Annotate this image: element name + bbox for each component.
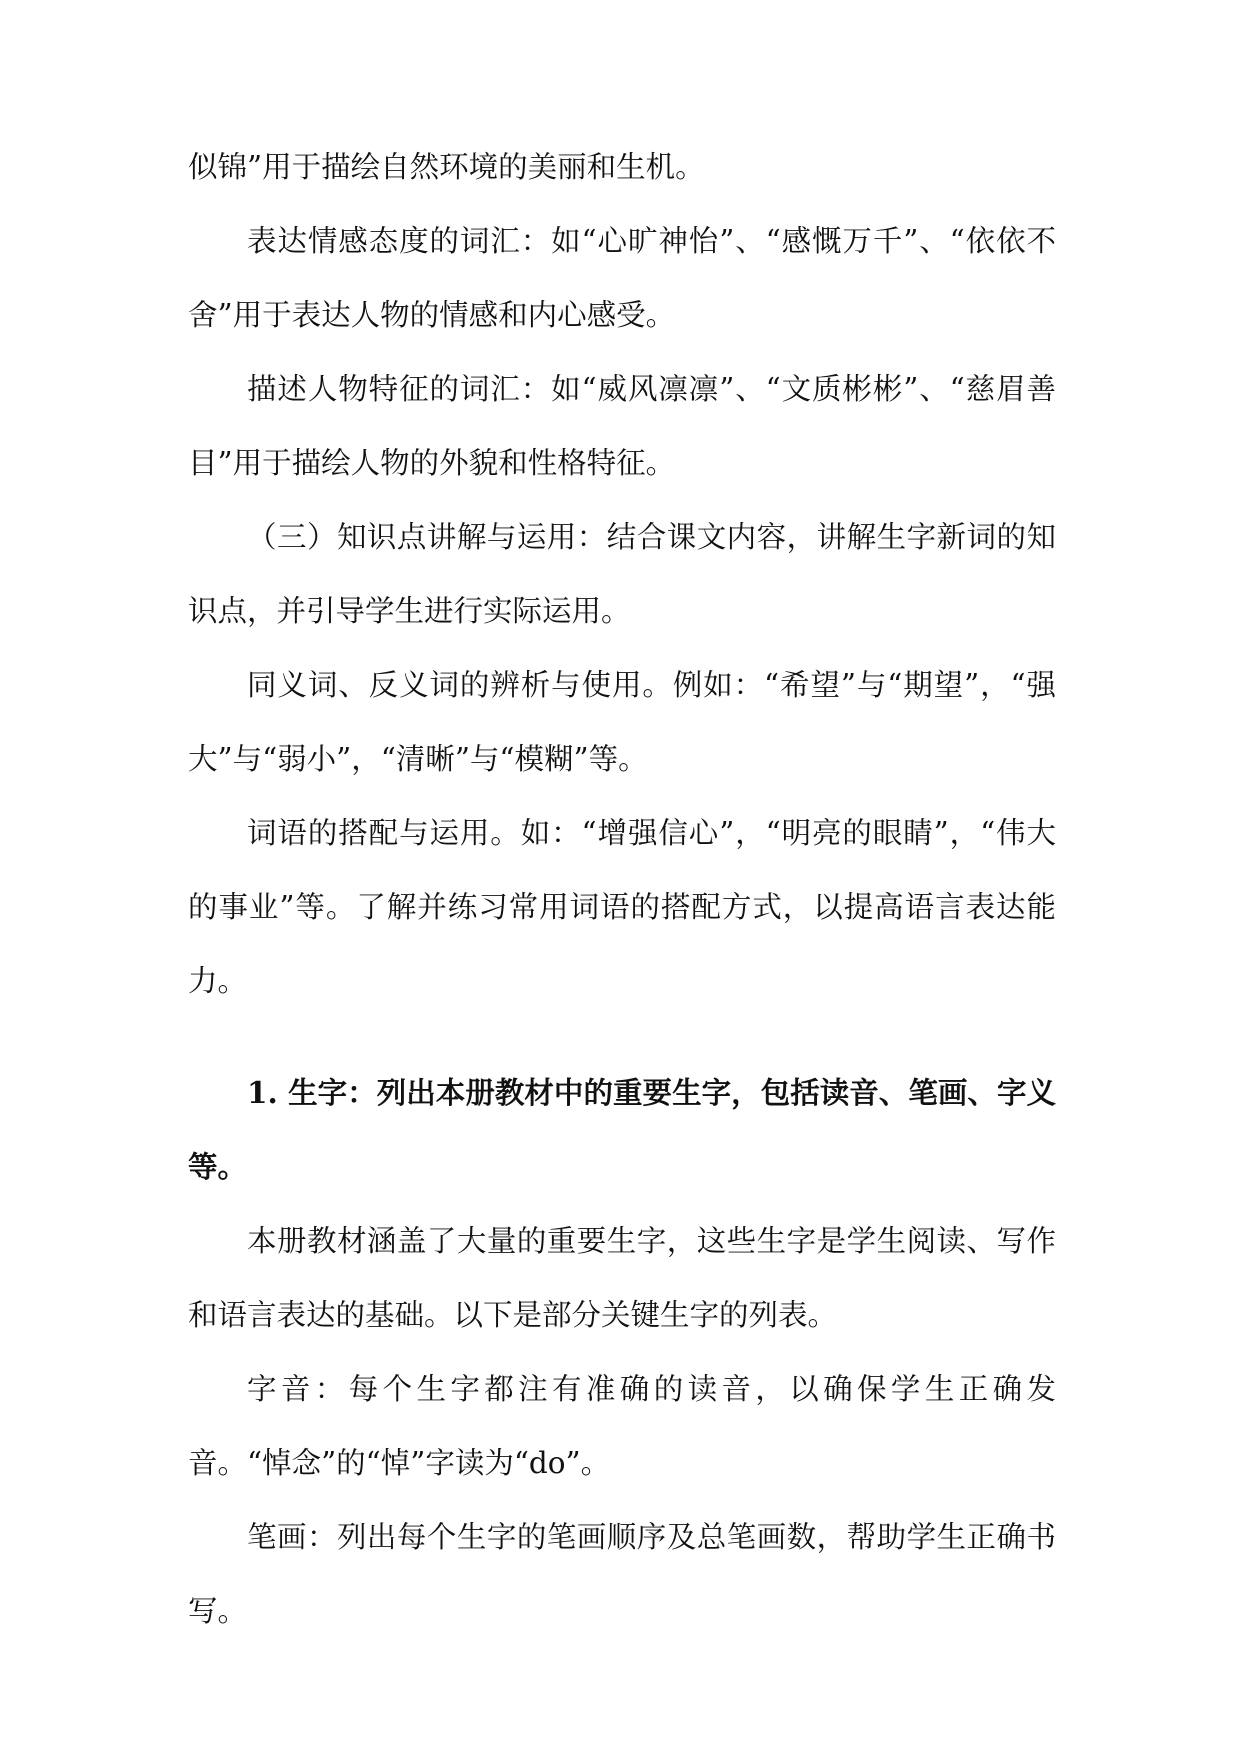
paragraph-synonyms-antonyms: 同义词、反义词的辨析与使用。例如：“希望”与“期望”，“强大”与“弱小”，“清晰”与“模糊”等。 <box>188 668 1056 776</box>
section-heading-new-characters: 1. 生字：列出本册教材中的重要生字，包括读音、笔画、字义等。 <box>188 1075 1056 1184</box>
paragraph-continuation: 似锦”用于描绘自然环境的美丽和生机。 <box>188 150 705 184</box>
paragraph-pronunciation: 字音：每个生字都注有准确的读音，以确保学生正确发音。“悼念”的“悼”字读为“do”。 <box>188 1372 1056 1480</box>
paragraph-character-vocabulary: 描述人物特征的词汇：如“威风凛凛”、“文质彬彬”、“慈眉善目”用于描绘人物的外貌和性格特征。 <box>188 372 1056 480</box>
paragraph-characters-intro: 本册教材涵盖了大量的重要生字，这些生字是学生阅读、写作和语言表达的基础。以下是部分关键生字的列表。 <box>188 1224 1056 1332</box>
paragraph-emotion-vocabulary: 表达情感态度的词汇：如“心旷神怡”、“感慨万千”、“依依不舍”用于表达人物的情感和内心感受。 <box>188 224 1056 332</box>
paragraph-word-collocation: 词语的搭配与运用。如：“增强信心”，“明亮的眼睛”，“伟大的事业”等。了解并练习常用词语的搭配方式，以提高语言表达能力。 <box>188 816 1056 998</box>
paragraph-section-three: （三）知识点讲解与运用：结合课文内容，讲解生字新词的知识点，并引导学生进行实际运用。 <box>188 520 1056 628</box>
paragraph-strokes: 笔画：列出每个生字的笔画顺序及总笔画数，帮助学生正确书写。 <box>188 1520 1056 1628</box>
document-page <box>188 130 1056 1648</box>
